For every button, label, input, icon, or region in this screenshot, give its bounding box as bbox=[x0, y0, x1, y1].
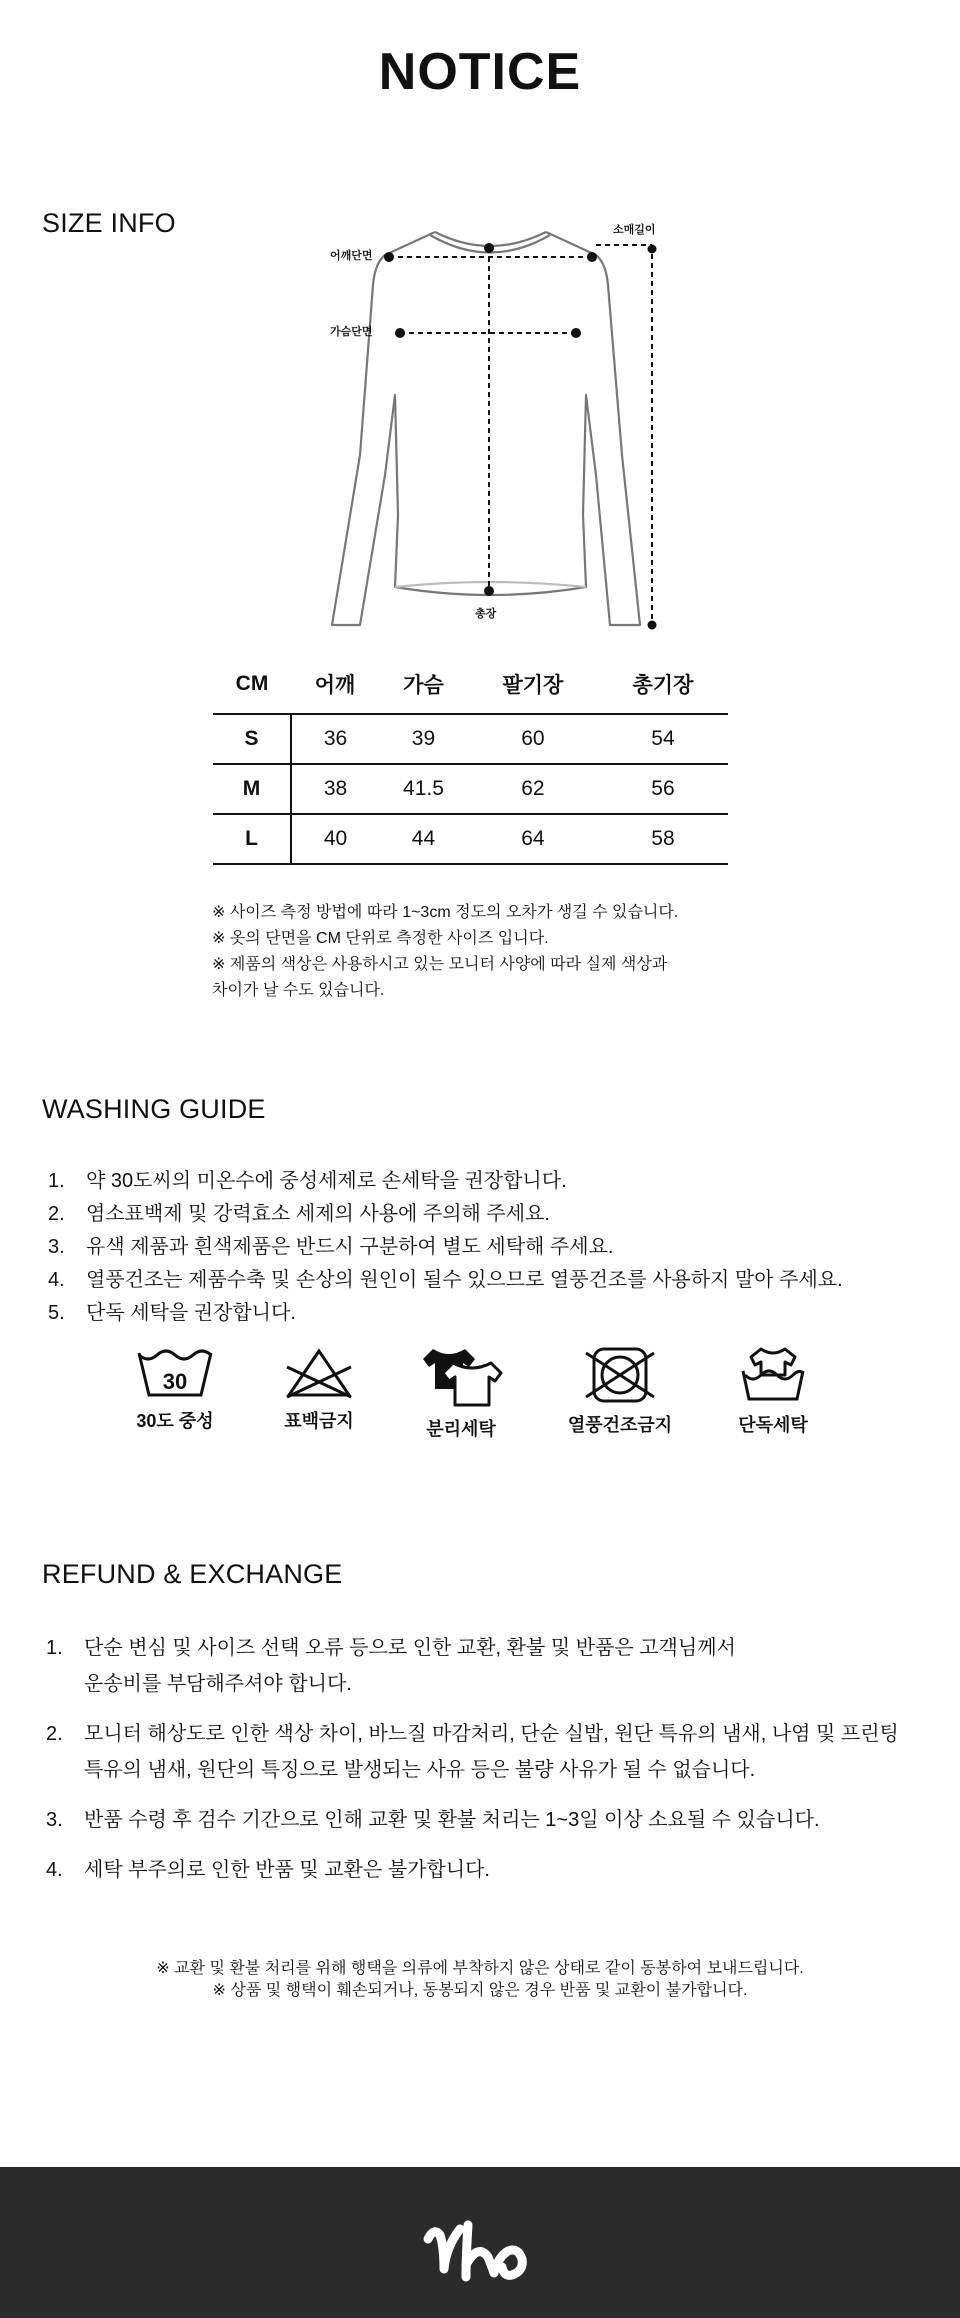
table-cell: 64 bbox=[468, 814, 598, 864]
list-number: 3. bbox=[48, 1236, 65, 1258]
no-tumble-dry-item bbox=[565, 1345, 675, 1455]
size-note: 차이가 날 수도 있습니다. bbox=[212, 982, 385, 999]
wash-icon-label: 단독세탁 bbox=[738, 1415, 808, 1435]
table-header-cell: CM bbox=[235, 671, 269, 695]
wash-30-item bbox=[120, 1345, 230, 1455]
table-row bbox=[213, 814, 728, 864]
list-text: 단독 세탁을 권장합니다. bbox=[86, 1302, 296, 1324]
list-item bbox=[48, 1165, 843, 1198]
table-cell: 38 bbox=[291, 764, 379, 814]
list-item bbox=[46, 1716, 899, 1788]
wash-icon-label: 분리세탁 bbox=[426, 1419, 496, 1439]
list-number: 1. bbox=[48, 1170, 65, 1192]
footer-bar bbox=[0, 2167, 960, 2318]
footer-note: ※ 교환 및 환불 처리를 위해 행택을 의류에 부착하지 않은 상태로 같이 동봉하여 보내드립니다. bbox=[156, 1960, 804, 1977]
list-item bbox=[48, 1198, 843, 1231]
list-item bbox=[46, 1630, 899, 1702]
refund-list bbox=[46, 1630, 899, 1902]
separate-wash-item bbox=[406, 1345, 516, 1455]
list-item bbox=[48, 1264, 843, 1297]
list-text: 특유의 냄새, 원단의 특징으로 발생되는 사유 등은 불량 사유가 될 수 없습니다. bbox=[84, 1759, 756, 1781]
list-text: 유색 제품과 흰색제품은 반드시 구분하여 별도 세탁해 주세요. bbox=[86, 1236, 614, 1258]
table-cell: 60 bbox=[468, 714, 598, 764]
table-cell: 62 bbox=[468, 764, 598, 814]
diagram-label-length: 총장 bbox=[475, 608, 497, 620]
table-cell: M bbox=[213, 764, 291, 814]
table-cell: L bbox=[213, 814, 291, 864]
table-cell: 56 bbox=[598, 764, 728, 814]
table-header-cell: 팔기장 bbox=[502, 673, 564, 697]
list-number: 2. bbox=[48, 1203, 65, 1225]
list-item bbox=[46, 1802, 899, 1838]
table-header-cell: 어깨 bbox=[314, 673, 356, 697]
wash-icon-label: 표백금지 bbox=[284, 1411, 354, 1431]
diagram-label-chest: 가슴단면 bbox=[330, 326, 373, 338]
table-header-cell: 총기장 bbox=[632, 673, 694, 697]
list-number: 1. bbox=[46, 1637, 63, 1659]
wash-alone-item bbox=[718, 1345, 828, 1455]
wash-icon-label: 열풍건조금지 bbox=[567, 1415, 673, 1435]
wash-icon-label: 30도 중성 bbox=[136, 1411, 214, 1431]
no-bleach-icon bbox=[279, 1345, 359, 1401]
size-note: ※ 제품의 색상은 사용하시고 있는 모니터 사양에 따라 실제 색상과 bbox=[212, 956, 668, 973]
table-cell: 44 bbox=[379, 814, 468, 864]
no-bleach-item bbox=[264, 1345, 374, 1455]
shirt-diagram bbox=[310, 215, 670, 630]
table-cell: 40 bbox=[291, 814, 379, 864]
table-cell: 58 bbox=[598, 814, 728, 864]
list-text: 반품 수령 후 검수 기간으로 인해 교환 및 환불 처리는 1~3일 이상 소요될 수 있습니다. bbox=[84, 1809, 820, 1831]
separate-wash-icon bbox=[419, 1345, 503, 1409]
washing-guide-heading: WASHING GUIDE bbox=[42, 1094, 266, 1124]
list-text: 단순 변심 및 사이즈 선택 오류 등으로 인한 교환, 환불 및 반품은 고객님께서 bbox=[84, 1637, 736, 1659]
size-note: ※ 사이즈 측정 방법에 따라 1~3cm 정도의 오차가 생길 수 있습니다. bbox=[212, 904, 679, 921]
list-text: 염소표백제 및 강력효소 세제의 사용에 주의해 주세요. bbox=[86, 1203, 550, 1225]
table-cell: S bbox=[213, 714, 291, 764]
list-text: 세탁 부주의로 인한 반품 및 교환은 불가합니다. bbox=[84, 1859, 490, 1881]
washing-guide-list bbox=[48, 1165, 843, 1330]
list-text: 운송비를 부담해주셔야 합니다. bbox=[84, 1673, 352, 1695]
list-item bbox=[48, 1231, 843, 1264]
footer-notes bbox=[0, 1958, 960, 2002]
table-row bbox=[213, 714, 728, 764]
size-table bbox=[213, 655, 728, 865]
footer-note: ※ 상품 및 행택이 훼손되거나, 동봉되지 않은 경우 반품 및 교환이 불가합니다. bbox=[212, 1982, 748, 1999]
size-table-header bbox=[213, 655, 728, 714]
refund-exchange-heading: REFUND & EXCHANGE bbox=[42, 1559, 343, 1589]
list-number: 3. bbox=[46, 1809, 63, 1831]
page-title: NOTICE bbox=[378, 43, 582, 101]
table-cell: 39 bbox=[379, 714, 468, 764]
list-number: 5. bbox=[48, 1302, 65, 1324]
list-text: 약 30도씨의 미온수에 중성세제로 손세탁을 권장합니다. bbox=[86, 1170, 567, 1192]
wash-alone-icon bbox=[733, 1345, 813, 1405]
no-tumble-dry-icon bbox=[580, 1345, 660, 1405]
size-notes bbox=[212, 900, 678, 1004]
table-cell: 54 bbox=[598, 714, 728, 764]
table-cell: 41.5 bbox=[379, 764, 468, 814]
diagram-label-shoulder: 어깨단면 bbox=[330, 250, 373, 262]
diagram-label-sleeve: 소매길이 bbox=[613, 224, 656, 236]
list-item bbox=[46, 1852, 899, 1888]
list-item bbox=[48, 1297, 843, 1330]
list-text: 열풍건조는 제품수축 및 손상의 원인이 될수 있으므로 열풍건조를 사용하지 말아 주세요. bbox=[86, 1269, 843, 1291]
list-number: 2. bbox=[46, 1723, 63, 1745]
list-number: 4. bbox=[48, 1269, 65, 1291]
wash-30-icon bbox=[135, 1345, 215, 1401]
brand-logo-icon bbox=[420, 2217, 540, 2287]
size-info-heading: SIZE INFO bbox=[42, 208, 176, 238]
list-text: 모니터 해상도로 인한 색상 차이, 바느질 마감처리, 단순 실밥, 원단 특유의 냄새, 나염 및 프린팅 bbox=[84, 1723, 899, 1745]
table-header-cell: 가슴 bbox=[403, 673, 444, 697]
list-number: 4. bbox=[46, 1859, 63, 1881]
table-cell: 36 bbox=[291, 714, 379, 764]
size-note: ※ 옷의 단면을 CM 단위로 측정한 사이즈 입니다. bbox=[212, 930, 549, 947]
table-row bbox=[213, 764, 728, 814]
wash-temp-text: 30 bbox=[162, 1369, 188, 1394]
